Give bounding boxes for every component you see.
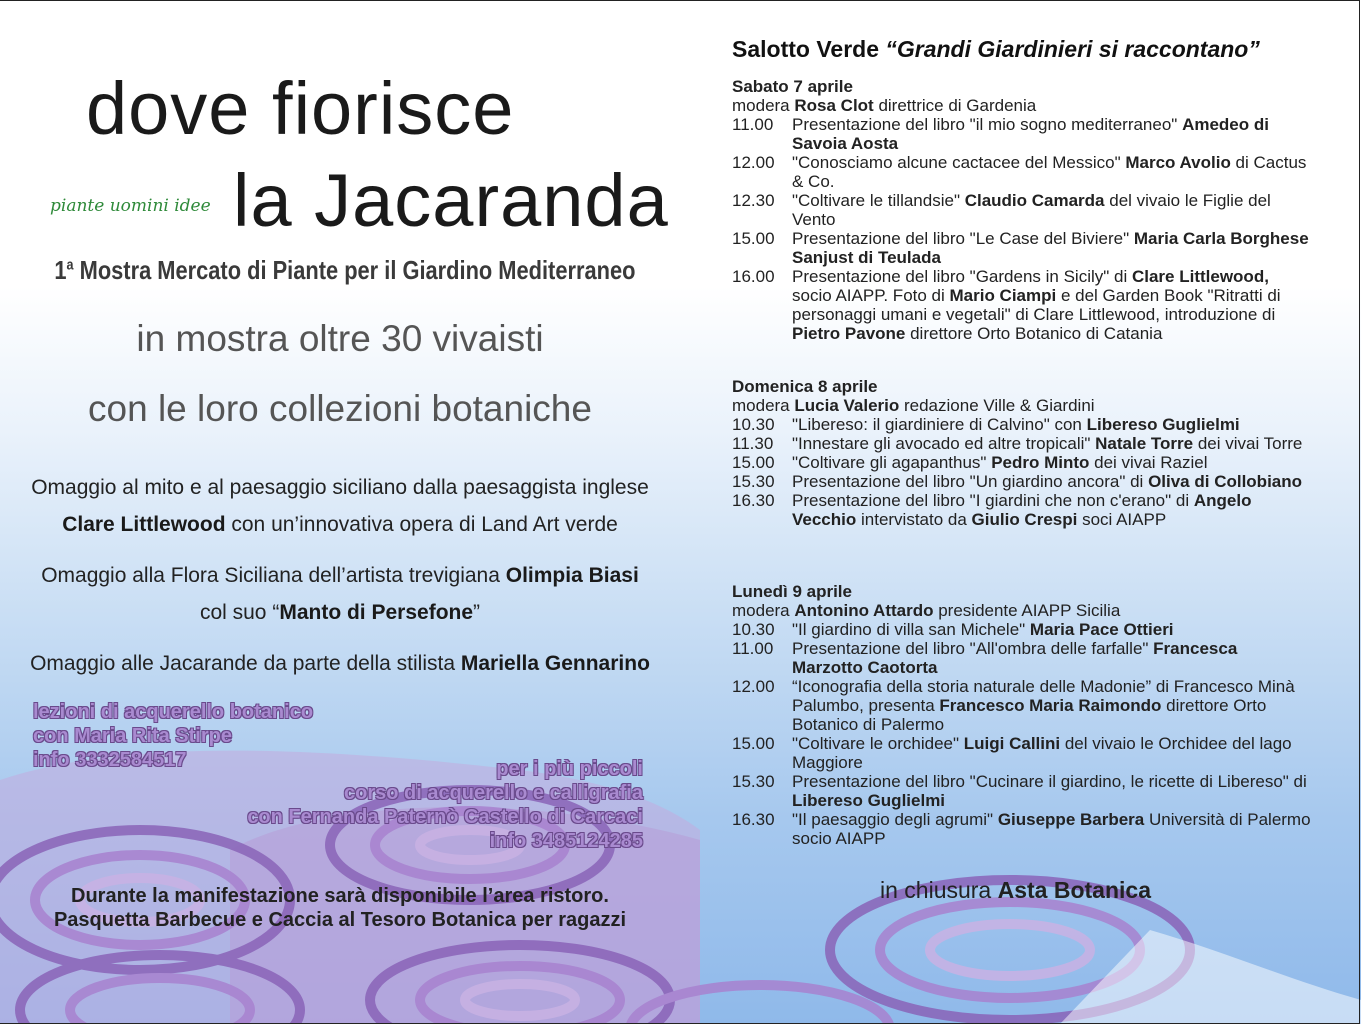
event-text: Presentazione del libro "Le Case del Biviere" bbox=[792, 229, 1134, 248]
event-text: direttore Orto Botanico di Palermo bbox=[792, 696, 1267, 734]
event-text: direttore Orto Botanico di Catania bbox=[905, 324, 1163, 343]
workshop-adults-title: lezioni di acquerello botanico bbox=[33, 701, 314, 723]
event-name: Marco Avolio bbox=[1125, 153, 1231, 172]
workshop-adults-teacher: con Maria Rita Stirpe bbox=[33, 725, 232, 747]
event-name: Pietro Pavone bbox=[792, 324, 906, 343]
event-text: "Innestare gli avocado ed altre tropicali" bbox=[792, 434, 1096, 453]
event-text: “Iconografia della storia naturale delle Madonie” di Francesco Minà Palumbo, presenta bbox=[792, 677, 1295, 715]
event-time: 15.00 bbox=[732, 734, 775, 753]
event-time: 10.30 bbox=[732, 415, 775, 434]
event-text: "Conosciamo alcune cactacee del Messico" bbox=[792, 153, 1126, 172]
moderator-text: presidente AIAPP Sicilia bbox=[933, 601, 1121, 620]
homage-2-work: Manto di Persefone bbox=[279, 601, 474, 624]
homage-1-rest: con un’innovativa opera di Land Art verde bbox=[225, 513, 618, 536]
program-event bbox=[732, 191, 1312, 229]
event-time: 11.00 bbox=[732, 639, 774, 658]
program-event bbox=[732, 491, 1312, 529]
moderator-name: Lucia Valerio bbox=[794, 396, 900, 415]
homage-2-col: col suo “ bbox=[199, 601, 280, 624]
event-text: "Coltivare le tillandsie" bbox=[792, 191, 965, 210]
event-description bbox=[792, 191, 1312, 229]
day-moderator bbox=[732, 96, 1312, 115]
event-name: Libereso Guglielmi bbox=[1086, 415, 1240, 434]
event-name: Francesca Marzotto Caotorta bbox=[792, 639, 1238, 677]
event-description bbox=[792, 434, 1312, 453]
event-name: Maria Carla Borghese Sanjust di Teulada bbox=[792, 229, 1309, 267]
event-text: del vivaio le Orchidee del lago Maggiore bbox=[792, 734, 1292, 772]
event-description bbox=[792, 453, 1312, 472]
headline-line2: con le loro collezioni botaniche bbox=[88, 388, 592, 429]
day-title: Lunedì 9 aprile bbox=[732, 582, 852, 601]
homage-3-text: Omaggio alle Jacarande da parte della stilista bbox=[30, 652, 461, 675]
homage-2-line1 bbox=[0, 564, 680, 588]
program-event bbox=[732, 677, 1312, 734]
headline-line1: in mostra oltre 30 vivaisti bbox=[136, 318, 544, 359]
subtitle-ordinal: a bbox=[66, 256, 74, 274]
event-time: 15.30 bbox=[732, 772, 775, 791]
program-day-saturday bbox=[732, 77, 1312, 343]
event-description bbox=[792, 810, 1312, 848]
closing-event: Asta Botanica bbox=[997, 877, 1151, 903]
subtitle-number: 1 bbox=[54, 255, 67, 285]
program-day-sunday bbox=[732, 377, 1312, 529]
moderator-name: Antonino Attardo bbox=[794, 601, 934, 620]
moderator-name: Rosa Clot bbox=[794, 96, 874, 115]
moderator-text: redazione Ville & Giardini bbox=[899, 396, 1095, 415]
event-name: Giulio Crespi bbox=[971, 510, 1078, 529]
footer-line2: Pasquetta Barbecue e Caccia al Tesoro Botanica per ragazzi bbox=[53, 909, 627, 931]
moderator-text: modera bbox=[732, 396, 795, 415]
title-line2: la Jacaranda bbox=[233, 159, 669, 242]
event-text: dei vivai Torre bbox=[1193, 434, 1303, 453]
closing-note bbox=[880, 877, 1151, 904]
event-text: "Libereso: il giardiniere di Calvino" con bbox=[792, 415, 1087, 434]
day-title: Sabato 7 aprile bbox=[732, 77, 853, 96]
event-text: "Il paesaggio degli agrumi" bbox=[792, 810, 998, 829]
event-name: Amedeo di Savoia Aosta bbox=[792, 115, 1269, 153]
event-description bbox=[792, 620, 1312, 639]
day-moderator bbox=[732, 601, 1312, 620]
closing-text: in chiusura bbox=[880, 877, 998, 903]
workshop-kids-title: per i più piccoli bbox=[496, 758, 643, 780]
event-text: Università di Palermo socio AIAPP bbox=[792, 810, 1311, 848]
day-title: Domenica 8 aprile bbox=[732, 377, 878, 396]
event-text: soci AIAPP bbox=[1077, 510, 1167, 529]
program-event bbox=[732, 620, 1312, 639]
event-text: Presentazione del libro "Gardens in Sicily" di bbox=[792, 267, 1132, 286]
event-description bbox=[792, 267, 1312, 343]
event-time: 11.00 bbox=[732, 115, 774, 134]
event-description bbox=[792, 415, 1312, 434]
subtitle-text: Mostra Mercato di Piante per il Giardino Mediterraneo bbox=[73, 255, 636, 285]
title-line1: dove fiorisce bbox=[86, 67, 515, 150]
event-text: Presentazione del libro "il mio sogno mediterraneo" bbox=[792, 115, 1183, 134]
program-event bbox=[732, 115, 1312, 153]
event-time: 12.00 bbox=[732, 153, 775, 172]
event-name: Pedro Minto bbox=[991, 453, 1090, 472]
program-event bbox=[732, 267, 1312, 343]
event-name: Oliva di Collobiano bbox=[1148, 472, 1303, 491]
homage-3-artist: Mariella Gennarino bbox=[460, 652, 650, 675]
workshop-adults-info: info 3332584517 bbox=[33, 749, 187, 771]
event-description bbox=[792, 115, 1312, 153]
program-event bbox=[732, 810, 1312, 848]
event-text: Presentazione del libro "All'ombra delle farfalle" bbox=[792, 639, 1154, 658]
program-event bbox=[732, 153, 1312, 191]
footer-line1: Durante la manifestazione sarà disponibile l’area ristoro. bbox=[71, 885, 609, 907]
program-event bbox=[732, 434, 1312, 453]
program-day-monday bbox=[732, 582, 1312, 848]
homage-2-artist: Olimpia Biasi bbox=[505, 564, 639, 587]
homage-1-line2 bbox=[0, 513, 680, 537]
program-event bbox=[732, 415, 1312, 434]
event-text: e del Garden Book "Ritratti di personaggi umani e vegetali" di Clare Littlewood, introduzione di bbox=[792, 286, 1281, 324]
event-time: 12.00 bbox=[732, 677, 775, 696]
moderator-text: modera bbox=[732, 96, 795, 115]
event-text: dei vivai Raziel bbox=[1089, 453, 1208, 472]
event-time: 15.00 bbox=[732, 453, 775, 472]
program-heading-subtitle: “Grandi Giardinieri si raccontano” bbox=[885, 36, 1260, 62]
tagline: piante uomini idee bbox=[50, 196, 211, 216]
event-description bbox=[792, 772, 1312, 810]
event-description bbox=[792, 677, 1312, 734]
program-event bbox=[732, 453, 1312, 472]
homage-3-line1 bbox=[0, 652, 680, 676]
event-time: 16.30 bbox=[732, 491, 775, 510]
event-description bbox=[792, 229, 1312, 267]
event-time: 10.30 bbox=[732, 620, 775, 639]
homage-1-artist: Clare Littlewood bbox=[62, 513, 226, 536]
event-name: Angelo Vecchio bbox=[792, 491, 1252, 529]
program-heading bbox=[732, 36, 1260, 63]
event-text: Presentazione del libro "Cucinare il giardino, le ricette di Libereso" di bbox=[792, 772, 1307, 791]
program-event bbox=[732, 639, 1312, 677]
event-text: "Il giardino di villa san Michele" bbox=[792, 620, 1030, 639]
event-name: Natale Torre bbox=[1095, 434, 1194, 453]
event-text: Presentazione del libro "Un giardino ancora" di bbox=[792, 472, 1149, 491]
subtitle bbox=[54, 255, 636, 286]
event-name: Francesco Maria Raimondo bbox=[939, 696, 1162, 715]
moderator-text: modera bbox=[732, 601, 795, 620]
event-description bbox=[792, 491, 1312, 529]
homage-1-line1: Omaggio al mito e al paesaggio siciliano dalla paesaggista inglese bbox=[31, 476, 649, 499]
program-event bbox=[732, 772, 1312, 810]
event-name: Claudio Camarda bbox=[964, 191, 1105, 210]
event-description bbox=[792, 472, 1312, 491]
workshop-kids bbox=[247, 757, 643, 853]
event-text: "Coltivare gli agapanthus" bbox=[792, 453, 992, 472]
event-time: 15.00 bbox=[732, 229, 775, 248]
program-event bbox=[732, 472, 1312, 491]
event-name: Clare Littlewood, bbox=[1131, 267, 1269, 286]
workshop-kids-teacher: con Fernanda Paternò Castello di Carcaci bbox=[247, 806, 643, 828]
workshop-kids-info: info 3485124285 bbox=[489, 830, 643, 852]
event-name: Mario Ciampi bbox=[949, 286, 1057, 305]
event-name: Giuseppe Barbera bbox=[997, 810, 1145, 829]
event-text: socio AIAPP. Foto di bbox=[792, 286, 950, 305]
event-time: 11.30 bbox=[732, 434, 774, 453]
event-time: 15.30 bbox=[732, 472, 775, 491]
event-text: intervistato da bbox=[856, 510, 972, 529]
event-name: Maria Pace Ottieri bbox=[1029, 620, 1174, 639]
event-description bbox=[792, 639, 1312, 677]
event-time: 12.30 bbox=[732, 191, 775, 210]
homage-2-quote-end: ” bbox=[473, 601, 481, 624]
homage-2-line2 bbox=[0, 601, 680, 625]
event-text: del vivaio le Figlie del Vento bbox=[792, 191, 1271, 229]
workshop-kids-course: corso di acquerello e calligrafia bbox=[343, 782, 643, 804]
event-name: Luigi Callini bbox=[963, 734, 1061, 753]
event-time: 16.00 bbox=[732, 267, 775, 286]
program-event bbox=[732, 734, 1312, 772]
event-description bbox=[792, 153, 1312, 191]
event-text: Presentazione del libro "I giardini che non c'erano" di bbox=[792, 491, 1194, 510]
program-heading-text: Salotto Verde bbox=[732, 36, 886, 62]
event-text: "Coltivare le orchidee" bbox=[792, 734, 964, 753]
event-name: Libereso Guglielmi bbox=[792, 791, 946, 810]
event-text: di Cactus & Co. bbox=[792, 153, 1307, 191]
event-time: 16.30 bbox=[732, 810, 775, 829]
moderator-text: direttrice di Gardenia bbox=[873, 96, 1037, 115]
day-moderator bbox=[732, 396, 1312, 415]
program-event bbox=[732, 229, 1312, 267]
event-description bbox=[792, 734, 1312, 772]
homage-2-text: Omaggio alla Flora Siciliana dell’artista trevigiana bbox=[41, 564, 506, 587]
